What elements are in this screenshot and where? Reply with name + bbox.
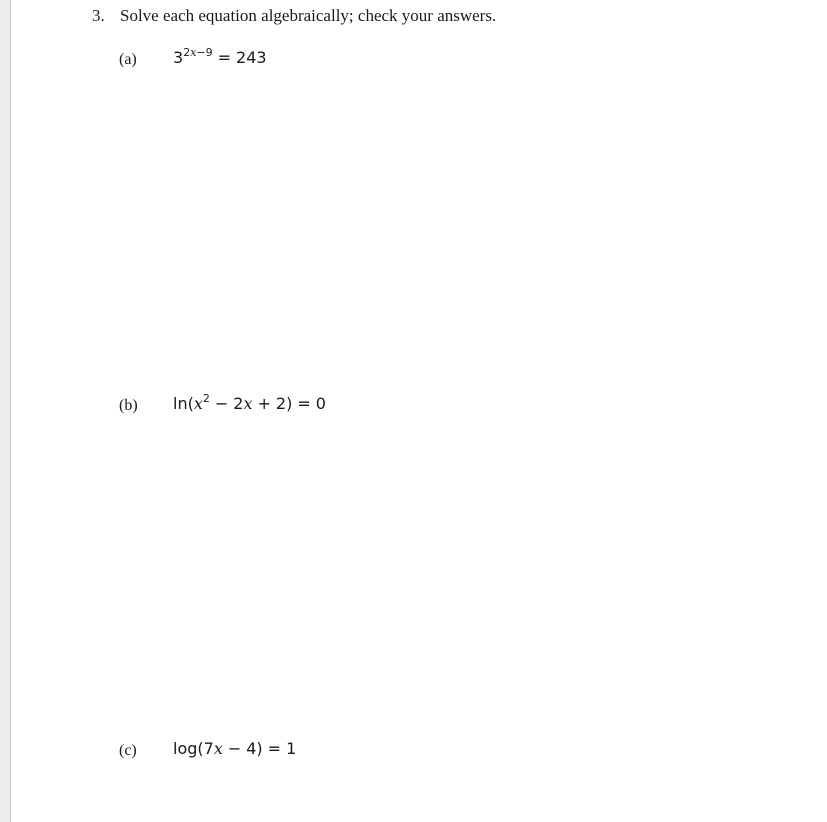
part-a-equation [173, 48, 267, 67]
part-c-equation [173, 739, 296, 758]
minus-sign: − [214, 394, 229, 413]
question-number: 3. [92, 6, 105, 25]
exponent [183, 46, 212, 59]
equals-sign: = [297, 394, 311, 413]
equals-sign: = [217, 48, 232, 67]
function-name: log(7 [173, 739, 214, 758]
coefficient: 2 [233, 394, 244, 413]
power: 2 [202, 392, 210, 405]
constant: 2) [275, 394, 293, 413]
exponent-coefficient: 2 [183, 46, 191, 59]
exponent-constant: −9 [196, 46, 213, 59]
part-a-label: (a) [119, 51, 137, 68]
exponent-variable: x [190, 46, 197, 59]
part-b-equation [173, 394, 326, 413]
page-margin [0, 0, 11, 822]
function-name: ln( [173, 394, 194, 413]
plus-sign: + [257, 394, 271, 413]
part-b-label: (b) [119, 397, 138, 414]
base: 3 [173, 48, 184, 67]
question-header [92, 6, 496, 26]
right-hand-side: 1 [286, 739, 297, 758]
right-hand-side: 0 [315, 394, 326, 413]
part-c-label: (c) [119, 742, 137, 759]
right-hand-side: 243 [236, 48, 267, 67]
variable: x [243, 394, 253, 413]
variable: x [193, 394, 203, 413]
constant: 4) [246, 739, 263, 758]
minus-sign: − [227, 739, 242, 758]
question-prompt: Solve each equation algebraically; check your answers. [120, 6, 497, 25]
variable: x [213, 739, 223, 758]
equals-sign: = [267, 739, 282, 758]
